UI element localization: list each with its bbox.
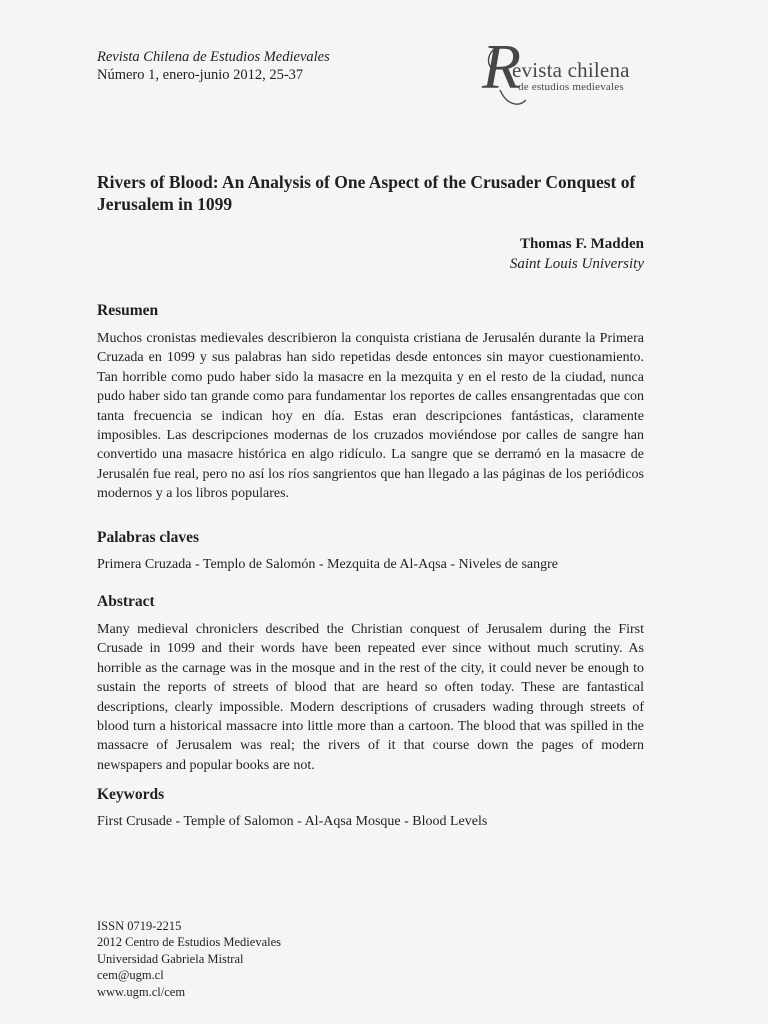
journal-issue: Número 1, enero-junio 2012, 25-37 — [97, 67, 304, 83]
journal-logo — [482, 31, 652, 116]
footer-publisher: 2012 Centro de Estudios Medievales — [97, 935, 281, 950]
journal-header — [97, 48, 330, 84]
author-block — [510, 234, 644, 274]
journal-name: Revista Chilena de Estudios Medievales — [97, 49, 330, 65]
footer-web: www.ugm.cl/cem — [97, 984, 186, 999]
footer-issn: ISSN 0719-2215 — [97, 919, 182, 933]
keywords-heading: Keywords — [97, 786, 165, 803]
palabras-text: Primera Cruzada - Templo de Salomón - Mezquita de Al-Aqsa - Niveles de sangre — [97, 557, 559, 572]
abstract-text: Many medieval chroniclers described the Christian conquest of Jerusalem during the First Crusade in 1099 and their words have been repeated ever since without much scrutiny. As horrible as the carnage was in the mosque and in the rest of the city, it could never be enough to sustain the reports of streets of blood that are heard so often today. These are fantastical descriptions, clearly impossible. Modern descriptions of crusaders wading through streets of blood turn a historical massacre into little more than a cartoon. The blood that was spilled in the massacre of Jerusalem was real; the rivers of it that course down the pages of modern newspapers and popular books are not. — [97, 622, 644, 773]
article-title: Rivers of Blood: An Analysis of One Aspect of the Crusader Conquest of Jerusalem in 1099 — [97, 172, 636, 214]
resumen-heading: Resumen — [97, 302, 159, 319]
logo-title: evista chilena — [512, 58, 630, 82]
footer-university: Universidad Gabriela Mistral — [97, 951, 244, 966]
footer — [97, 918, 281, 1000]
author-name: Thomas F. Madden — [519, 236, 644, 252]
abstract-heading: Abstract — [97, 593, 155, 610]
palabras-heading: Palabras claves — [97, 529, 200, 546]
footer-email: cem@ugm.cl — [97, 968, 164, 983]
logo-initial: R — [482, 31, 522, 102]
author-affiliation: Saint Louis University — [509, 256, 644, 272]
resumen-text: Muchos cronistas medievales describieron la conquista cristiana de Jerusalén durante la Primera Cruzada en 1099 y sus palabras han sido repetidas desde entonces sin mayor cuestionamiento. Tan horrible como pudo haber sido la masacre en la mezquita y en el resto de la ciudad, nunca pudo haber sido tan grande como para fundamentar los reportes de calles ensangrentadas que con tanta frecuencia se indican hoy en día. Estas eran descripciones fantásticas, claramente imposibles. Las descripciones modernas de los cruzados moviéndose por calles de sangre han convertido una masacre histórica en algo ridículo. La sangre que se derramó en la masacre de Jerusalén fue real, pero no así los ríos sangrientos que han llegado a las páginas de los periódicos modernos y a los libros populares. — [97, 331, 644, 502]
logo-subtitle: de estudios medievales — [518, 81, 624, 93]
keywords-text: First Crusade - Temple of Salomon - Al-Aqsa Mosque - Blood Levels — [97, 814, 488, 829]
